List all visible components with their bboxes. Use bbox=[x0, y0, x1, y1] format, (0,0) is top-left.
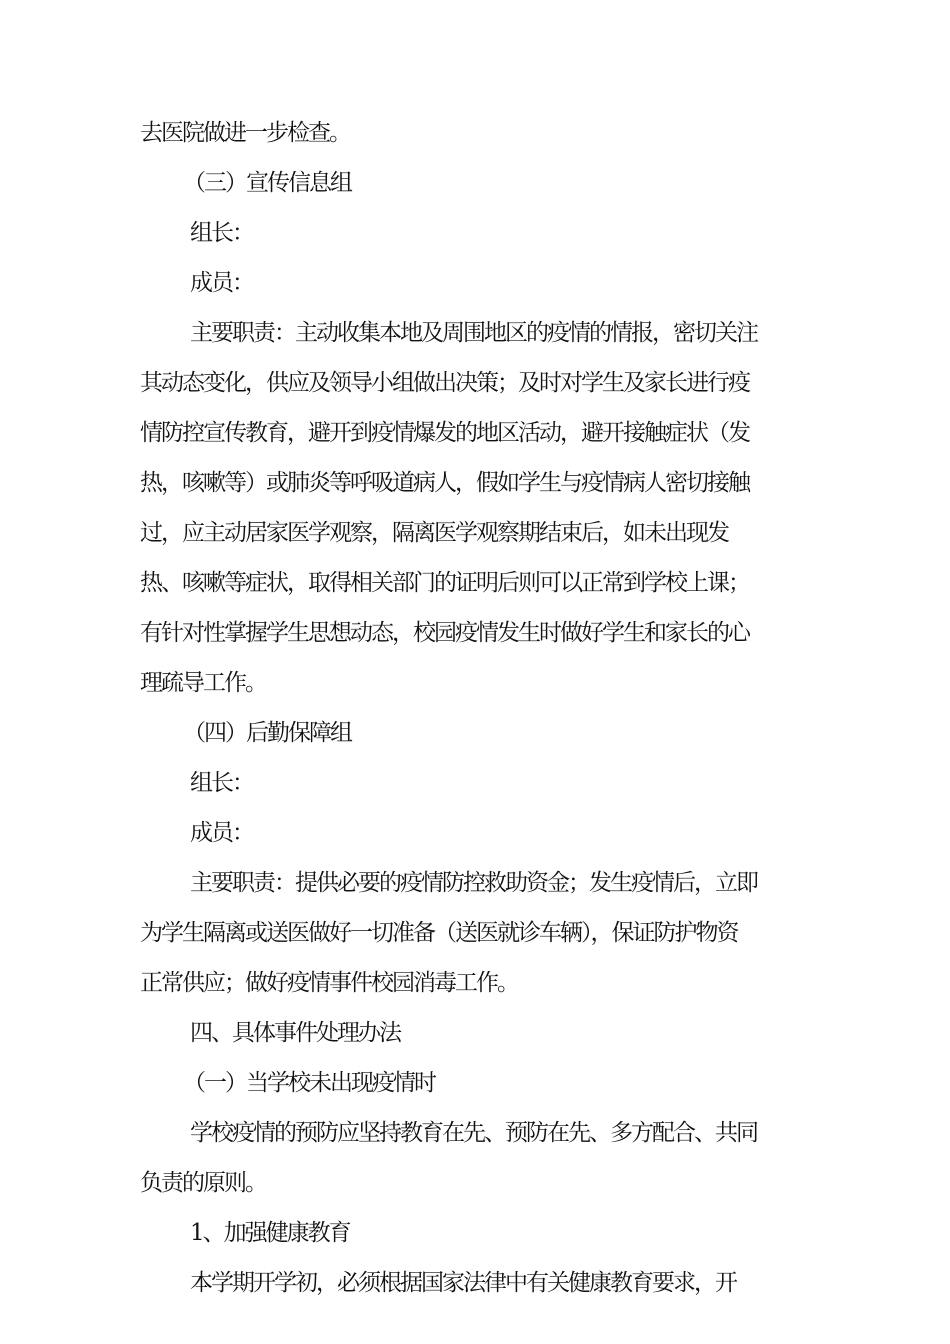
paragraph-line: 本学期开学初，必须根据国家法律中有关健康教育要求，开 bbox=[190, 1270, 736, 1296]
paragraph-line: 其动态变化，供应及领导小组做出决策；及时对学生及家长进行疫 bbox=[140, 370, 749, 396]
group-leader-label: 组长： bbox=[190, 220, 253, 246]
paragraph-line: 为学生隔离或送医做好一切准备（送医就诊车辆），保证防护物资 bbox=[140, 920, 738, 946]
section-heading: （三）宣传信息组 bbox=[183, 170, 351, 196]
paragraph-line: 负责的原则。 bbox=[140, 1170, 266, 1196]
paragraph-line: 热，咳嗽等）或肺炎等呼吸道病人，假如学生与疫情病人密切接触 bbox=[140, 470, 749, 496]
paragraph-line: 学校疫情的预防应坚持教育在先、预防在先、多方配合、共同 bbox=[190, 1120, 757, 1146]
subsection-heading: 1、加强健康教育 bbox=[190, 1220, 350, 1246]
paragraph-line: 理疏导工作。 bbox=[140, 670, 266, 696]
paragraph-line: 主要职责：提供必要的疫情防控救助资金；发生疫情后，立即 bbox=[190, 870, 757, 896]
section-heading: （四）后勤保障组 bbox=[183, 720, 351, 746]
paragraph-line: 热、咳嗽等症状，取得相关部门的证明后则可以正常到学校上课； bbox=[140, 570, 749, 596]
group-members-label: 成员： bbox=[190, 820, 253, 846]
paragraph-line: 有针对性掌握学生思想动态，校园疫情发生时做好学生和家长的心 bbox=[140, 620, 749, 646]
section-heading: （一）当学校未出现疫情时 bbox=[183, 1070, 435, 1096]
paragraph-line: 过，应主动居家医学观察，隔离医学观察期结束后，如未出现发 bbox=[140, 520, 728, 546]
paragraph-line: 正常供应；做好疫情事件校园消毒工作。 bbox=[140, 970, 518, 996]
paragraph-line: 去医院做进一步检查。 bbox=[140, 120, 350, 146]
chapter-heading: 四、具体事件处理办法 bbox=[190, 1020, 400, 1046]
group-leader-label: 组长： bbox=[190, 770, 253, 796]
group-members-label: 成员： bbox=[190, 270, 253, 296]
paragraph-line: 情防控宣传教育，避开到疫情爆发的地区活动，避开接触症状（发 bbox=[140, 420, 749, 446]
paragraph-line: 主要职责：主动收集本地及周围地区的疫情的情报，密切关注 bbox=[190, 320, 757, 346]
